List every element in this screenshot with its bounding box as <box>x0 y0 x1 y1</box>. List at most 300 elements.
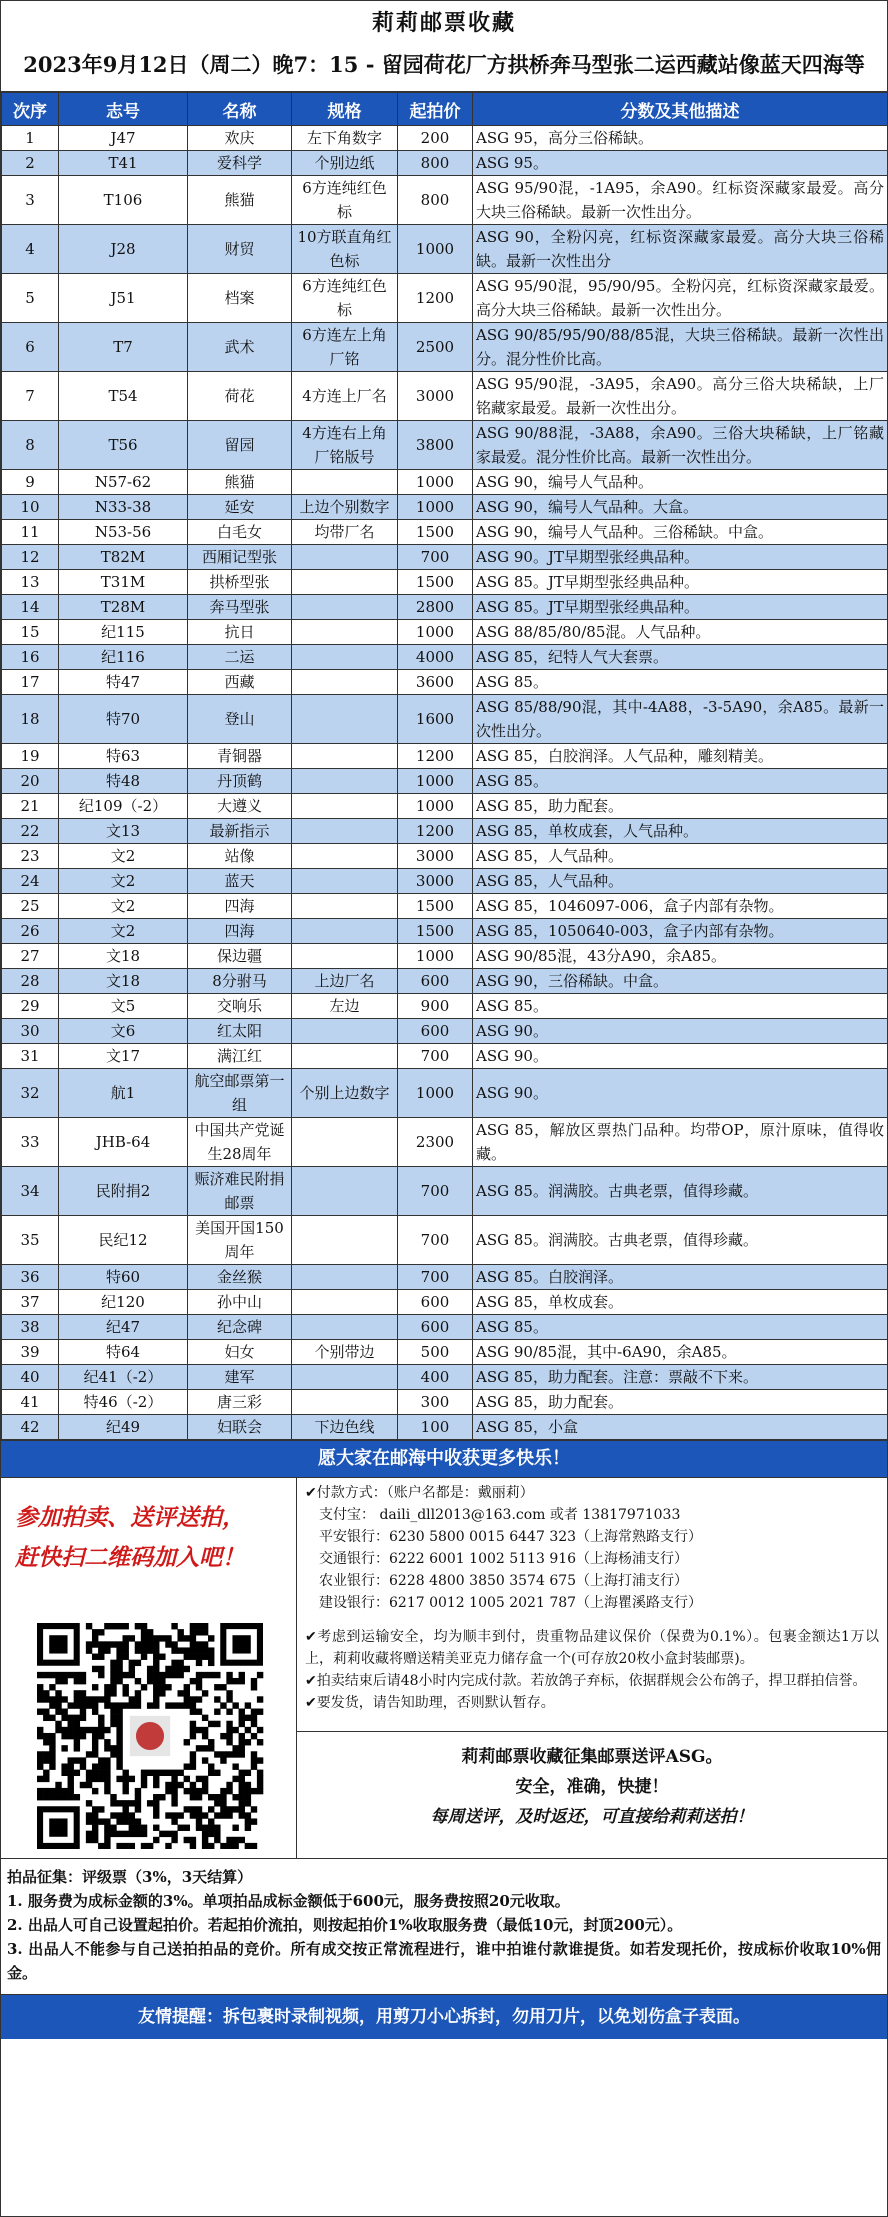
lot-no: 21 <box>2 794 59 819</box>
lot-name: 最新指示 <box>188 819 292 844</box>
lot-name: 西藏 <box>188 670 292 695</box>
invite-text <box>1 1478 296 1578</box>
lot-price: 1500 <box>398 894 473 919</box>
lot-price: 900 <box>398 994 473 1019</box>
lot-price: 1500 <box>398 570 473 595</box>
lot-code: T54 <box>59 372 188 421</box>
lot-name: 孙中山 <box>188 1290 292 1315</box>
lot-spec <box>292 919 398 944</box>
lot-code: 纪116 <box>59 645 188 670</box>
lot-code: 航1 <box>59 1069 188 1118</box>
alipay-account: daili_dll2013@163.com <box>379 1507 546 1523</box>
lot-name: 奔马型张 <box>188 595 292 620</box>
lot-name: 建军 <box>188 1365 292 1390</box>
lot-price: 700 <box>398 1044 473 1069</box>
lot-no: 39 <box>2 1340 59 1365</box>
invite-line-1: 参加拍卖、送评送拍， <box>15 1504 245 1531</box>
lot-name: 满江红 <box>188 1044 292 1069</box>
page-title: 莉莉邮票收藏 <box>371 10 516 36</box>
lot-price: 100 <box>398 1415 473 1440</box>
lot-spec: 均带厂名 <box>292 520 398 545</box>
table-row <box>2 1019 888 1044</box>
lot-price: 600 <box>398 1290 473 1315</box>
lot-code: 纪120 <box>59 1290 188 1315</box>
lot-desc: ASG 85，单枚成套。 <box>473 1290 888 1315</box>
lot-desc: ASG 85，单枚成套，人气品种。 <box>473 819 888 844</box>
lot-code: 文17 <box>59 1044 188 1069</box>
lot-price: 700 <box>398 1216 473 1265</box>
col-header-price: 起拍价 <box>398 93 473 126</box>
lot-no: 19 <box>2 744 59 769</box>
lot-no: 31 <box>2 1044 59 1069</box>
lot-no: 11 <box>2 520 59 545</box>
lot-code: T28M <box>59 595 188 620</box>
lot-name: 四海 <box>188 919 292 944</box>
phone-number: 13817971033 <box>582 1507 681 1523</box>
lot-spec <box>292 794 398 819</box>
lot-code: 文13 <box>59 819 188 844</box>
table-row <box>2 1290 888 1315</box>
lot-spec <box>292 695 398 744</box>
lot-name: 美国开国150周年 <box>188 1216 292 1265</box>
page-subtitle: 2023年9月12日（周二）晚7：15 - 留园荷花厂方拱桥奔马型张二运西藏站像蓝天四海等 <box>23 52 865 77</box>
bank-name: 交通银行： <box>319 1551 389 1567</box>
lot-price: 800 <box>398 151 473 176</box>
lot-spec: 下边色线 <box>292 1415 398 1440</box>
lot-spec: 上边个别数字 <box>292 495 398 520</box>
info-section <box>1 1478 887 1859</box>
lot-name: 丹顶鹤 <box>188 769 292 794</box>
lot-spec: 4方连右上角厂铭版号 <box>292 421 398 470</box>
lot-no: 41 <box>2 1390 59 1415</box>
lot-code: 文2 <box>59 844 188 869</box>
lot-spec <box>292 1315 398 1340</box>
lot-name: 保边疆 <box>188 944 292 969</box>
lot-price: 3000 <box>398 869 473 894</box>
table-row <box>2 844 888 869</box>
table-row <box>2 994 888 1019</box>
lot-spec: 6方连左上角厂铭 <box>292 323 398 372</box>
shipping-note: ✔考虑到运输安全，均为顺丰到付，贵重物品建议保价（保费为0.1%）。包裹金额达1万以上，莉莉收藏将赠送精美亚克力储存盒一个(可存放20枚小盒封装邮票)。 <box>305 1629 879 1667</box>
solicit-line-1: 莉莉邮票收藏征集邮票送评ASG。 <box>461 1747 723 1767</box>
lot-code: 文5 <box>59 994 188 1019</box>
table-row <box>2 570 888 595</box>
lot-code: 特48 <box>59 769 188 794</box>
lot-code: 文2 <box>59 869 188 894</box>
table-row <box>2 1265 888 1290</box>
bank-name: 农业银行： <box>319 1573 389 1589</box>
lot-spec <box>292 570 398 595</box>
table-row <box>2 126 888 151</box>
lot-code: 纪115 <box>59 620 188 645</box>
table-row <box>2 869 888 894</box>
lot-desc: ASG 88/85/80/85混。人气品种。 <box>473 620 888 645</box>
payment-title: ✔付款方式：（账户名都是：戴丽莉） <box>305 1485 534 1501</box>
lot-table <box>1 92 888 1440</box>
col-header-spec: 规格 <box>292 93 398 126</box>
bank-account: 6228 4800 3850 3574 675 <box>389 1573 577 1589</box>
col-header-desc: 分数及其他描述 <box>473 93 888 126</box>
lot-desc: ASG 85，人气品种。 <box>473 869 888 894</box>
lot-name: 欢庆 <box>188 126 292 151</box>
lot-code: 纪41（-2） <box>59 1365 188 1390</box>
lot-no: 18 <box>2 695 59 744</box>
table-row <box>2 744 888 769</box>
bank-row <box>305 1548 879 1570</box>
lot-spec <box>292 769 398 794</box>
lot-code: 特64 <box>59 1340 188 1365</box>
lot-desc: ASG 95，高分三俗稀缺。 <box>473 126 888 151</box>
lot-spec <box>292 1118 398 1167</box>
lot-price: 1000 <box>398 944 473 969</box>
alipay-row <box>305 1504 879 1526</box>
lot-no: 26 <box>2 919 59 944</box>
lot-price: 1000 <box>398 225 473 274</box>
lot-price: 2800 <box>398 595 473 620</box>
lot-price: 600 <box>398 969 473 994</box>
bank-row <box>305 1526 879 1548</box>
lot-code: T82M <box>59 545 188 570</box>
lot-no: 5 <box>2 274 59 323</box>
table-row <box>2 1340 888 1365</box>
lot-spec <box>292 1044 398 1069</box>
lot-code: N33-38 <box>59 495 188 520</box>
lot-spec <box>292 744 398 769</box>
lot-name: 荷花 <box>188 372 292 421</box>
lot-no: 35 <box>2 1216 59 1265</box>
lot-desc: ASG 85。 <box>473 670 888 695</box>
table-row <box>2 495 888 520</box>
lot-no: 40 <box>2 1365 59 1390</box>
lot-name: 站像 <box>188 844 292 869</box>
table-row <box>2 944 888 969</box>
lot-desc: ASG 90。 <box>473 1019 888 1044</box>
lot-price: 600 <box>398 1315 473 1340</box>
table-row <box>2 545 888 570</box>
lot-spec <box>292 470 398 495</box>
lot-spec <box>292 819 398 844</box>
lot-name: 爱科学 <box>188 151 292 176</box>
lot-name: 档案 <box>188 274 292 323</box>
bank-account: 6230 5800 0015 6447 323 <box>389 1529 577 1545</box>
lot-no: 29 <box>2 994 59 1019</box>
table-row <box>2 794 888 819</box>
lot-desc: ASG 85。 <box>473 994 888 1019</box>
table-row <box>2 894 888 919</box>
table-row <box>2 1216 888 1265</box>
lot-no: 23 <box>2 844 59 869</box>
table-row <box>2 819 888 844</box>
or-text: 或者 <box>549 1507 578 1523</box>
lot-name: 航空邮票第一组 <box>188 1069 292 1118</box>
lot-spec <box>292 545 398 570</box>
lot-price: 700 <box>398 545 473 570</box>
lot-name: 抗日 <box>188 620 292 645</box>
table-row <box>2 372 888 421</box>
lot-desc: ASG 85，1050640-003，盒子内部有杂物。 <box>473 919 888 944</box>
lot-spec: 6方连纯红色标 <box>292 274 398 323</box>
payment-deadline-note: ✔拍卖结束后请48小时内完成付款。若放鸽子弃标，依据群规会公布鸽子，捍卫群拍信誉。 <box>305 1673 867 1689</box>
lot-price: 400 <box>398 1365 473 1390</box>
lot-code: 民附捐2 <box>59 1167 188 1216</box>
lot-desc: ASG 90，编号人气品种。 <box>473 470 888 495</box>
lot-price: 700 <box>398 1265 473 1290</box>
lot-no: 37 <box>2 1290 59 1315</box>
lot-price: 1000 <box>398 495 473 520</box>
lot-no: 25 <box>2 894 59 919</box>
table-row <box>2 695 888 744</box>
lot-name: 蓝天 <box>188 869 292 894</box>
lot-desc: ASG 85，小盒 <box>473 1415 888 1440</box>
lot-no: 12 <box>2 545 59 570</box>
col-header-no: 次序 <box>2 93 59 126</box>
lot-desc: ASG 90/85混，43分A90，余A85。 <box>473 944 888 969</box>
lot-name: 登山 <box>188 695 292 744</box>
table-row <box>2 176 888 225</box>
lot-no: 33 <box>2 1118 59 1167</box>
bank-branch: （上海瞿溪路支行） <box>576 1595 703 1611</box>
lot-name: 赈济难民附捐邮票 <box>188 1167 292 1216</box>
bank-row <box>305 1570 879 1592</box>
lot-name: 红太阳 <box>188 1019 292 1044</box>
bank-branch: （上海常熟路支行） <box>576 1529 703 1545</box>
lot-desc: ASG 85，助力配套。注意：票敲不下来。 <box>473 1365 888 1390</box>
lot-name: 熊猫 <box>188 470 292 495</box>
lot-no: 3 <box>2 176 59 225</box>
lot-price: 1000 <box>398 470 473 495</box>
lot-desc: ASG 85。白胶润泽。 <box>473 1265 888 1290</box>
table-row <box>2 470 888 495</box>
lot-code: J47 <box>59 126 188 151</box>
details-panel <box>297 1478 887 1858</box>
lot-no: 7 <box>2 372 59 421</box>
lot-desc: ASG 95/90混，-1A95，余A90。红标资深藏家最爱。高分大块三俗稀缺。最新一次性出分。 <box>473 176 888 225</box>
table-header-row <box>2 93 888 126</box>
lot-desc: ASG 85，解放区票热门品种。均带OP，原汁原味，值得收藏。 <box>473 1118 888 1167</box>
lot-no: 22 <box>2 819 59 844</box>
lot-price: 500 <box>398 1340 473 1365</box>
lot-code: 文2 <box>59 919 188 944</box>
note-item: 1. 服务费为成标金额的3%。单项拍品成标金额低于600元，服务费按照20元收取。 <box>7 1892 570 1910</box>
table-row <box>2 1118 888 1167</box>
lot-no: 17 <box>2 670 59 695</box>
table-row <box>2 1415 888 1440</box>
lot-name: 交响乐 <box>188 994 292 1019</box>
lot-desc: ASG 90/85/95/90/88/85混，大块三俗稀缺。最新一次性出分。混分性价比高。 <box>473 323 888 372</box>
lot-name: 留园 <box>188 421 292 470</box>
lot-name: 大遵义 <box>188 794 292 819</box>
lot-name: 唐三彩 <box>188 1390 292 1415</box>
wish-banner: 愿大家在邮海中收获更多快乐！ <box>1 1440 887 1478</box>
lot-name: 拱桥型张 <box>188 570 292 595</box>
lot-no: 38 <box>2 1315 59 1340</box>
lot-code: 民纪12 <box>59 1216 188 1265</box>
lot-no: 8 <box>2 421 59 470</box>
lot-code: 文2 <box>59 894 188 919</box>
table-row <box>2 1044 888 1069</box>
lot-no: 13 <box>2 570 59 595</box>
lot-price: 1500 <box>398 919 473 944</box>
qr-code-icon[interactable] <box>15 1623 285 1849</box>
lot-code: J28 <box>59 225 188 274</box>
invite-panel <box>1 1478 297 1858</box>
lot-price: 300 <box>398 1390 473 1415</box>
lot-no: 4 <box>2 225 59 274</box>
lot-spec <box>292 595 398 620</box>
lot-no: 1 <box>2 126 59 151</box>
lot-desc: ASG 85。JT早期型张经典品种。 <box>473 570 888 595</box>
lot-price: 700 <box>398 1167 473 1216</box>
bank-row <box>305 1592 879 1614</box>
lot-no: 15 <box>2 620 59 645</box>
lot-price: 3000 <box>398 372 473 421</box>
lot-code: J51 <box>59 274 188 323</box>
lot-desc: ASG 85，1046097-006，盒子内部有杂物。 <box>473 894 888 919</box>
lot-desc: ASG 90，全粉闪亮，红标资深藏家最爱。高分大块三俗稀缺。最新一次性出分 <box>473 225 888 274</box>
lot-desc: ASG 85。 <box>473 1315 888 1340</box>
lot-name: 熊猫 <box>188 176 292 225</box>
invite-line-2: 赶快扫二维码加入吧！ <box>15 1544 245 1571</box>
lot-desc: ASG 85。 <box>473 769 888 794</box>
consignment-notes <box>1 1859 887 1995</box>
table-row <box>2 1390 888 1415</box>
lot-desc: ASG 85，助力配套。 <box>473 794 888 819</box>
lot-price: 1000 <box>398 794 473 819</box>
lot-desc: ASG 85，白胶润泽。人气品种，雕刻精美。 <box>473 744 888 769</box>
lot-price: 3800 <box>398 421 473 470</box>
table-row <box>2 1315 888 1340</box>
lot-no: 42 <box>2 1415 59 1440</box>
lot-no: 2 <box>2 151 59 176</box>
lot-code: 特63 <box>59 744 188 769</box>
lot-spec: 上边厂名 <box>292 969 398 994</box>
lot-no: 27 <box>2 944 59 969</box>
lot-spec <box>292 1216 398 1265</box>
table-row <box>2 520 888 545</box>
lot-desc: ASG 95/90混，95/90/95。全粉闪亮，红标资深藏家最爱。高分大块三俗稀缺。最新一次性出分。 <box>473 274 888 323</box>
table-row <box>2 225 888 274</box>
lot-desc: ASG 85。JT早期型张经典品种。 <box>473 595 888 620</box>
bank-name: 建设银行： <box>319 1595 389 1611</box>
lot-spec <box>292 670 398 695</box>
lot-spec <box>292 1019 398 1044</box>
lot-desc: ASG 90。 <box>473 1069 888 1118</box>
lot-spec: 左边 <box>292 994 398 1019</box>
payment-info <box>297 1478 887 1732</box>
solicit-panel <box>297 1732 887 1858</box>
lot-desc: ASG 95。 <box>473 151 888 176</box>
lot-name: 延安 <box>188 495 292 520</box>
lot-name: 四海 <box>188 894 292 919</box>
col-header-name: 名称 <box>188 93 292 126</box>
lot-spec <box>292 894 398 919</box>
lot-price: 1600 <box>398 695 473 744</box>
lot-price: 1200 <box>398 819 473 844</box>
lot-name: 二运 <box>188 645 292 670</box>
table-row <box>2 969 888 994</box>
lot-no: 28 <box>2 969 59 994</box>
lot-desc: ASG 85，人气品种。 <box>473 844 888 869</box>
lot-code: T7 <box>59 323 188 372</box>
lot-spec <box>292 844 398 869</box>
lot-name: 财贸 <box>188 225 292 274</box>
lot-name: 纪念碑 <box>188 1315 292 1340</box>
lot-no: 32 <box>2 1069 59 1118</box>
lot-spec: 10方联直角红色标 <box>292 225 398 274</box>
footer-reminder: 友情提醒：拆包裹时录制视频，用剪刀小心拆封，勿用刀片，以免划伤盒子表面。 <box>1 1995 887 2039</box>
table-row <box>2 1167 888 1216</box>
lot-name: 武术 <box>188 323 292 372</box>
header <box>1 1 887 92</box>
lot-spec <box>292 1390 398 1415</box>
solicit-line-3: 每周送评，及时返还，可直接给莉莉送拍！ <box>430 1807 754 1827</box>
lot-price: 600 <box>398 1019 473 1044</box>
lot-name: 白毛女 <box>188 520 292 545</box>
lot-no: 36 <box>2 1265 59 1290</box>
lot-spec <box>292 1365 398 1390</box>
lot-price: 3600 <box>398 670 473 695</box>
bank-name: 平安银行： <box>319 1529 389 1545</box>
lot-desc: ASG 85，纪特人气大套票。 <box>473 645 888 670</box>
lot-spec: 个别带边 <box>292 1340 398 1365</box>
lot-spec <box>292 869 398 894</box>
bank-branch: （上海打浦支行） <box>576 1573 689 1589</box>
lot-code: N57-62 <box>59 470 188 495</box>
lot-price: 800 <box>398 176 473 225</box>
storage-note: ✔要发货，请告知助理，否则默认暂存。 <box>305 1695 555 1711</box>
lot-code: JHB-64 <box>59 1118 188 1167</box>
lot-code: 文6 <box>59 1019 188 1044</box>
lot-no: 16 <box>2 645 59 670</box>
table-row <box>2 620 888 645</box>
lot-price: 4000 <box>398 645 473 670</box>
lot-desc: ASG 90/88混，-3A88，余A90。三俗大块稀缺，上厂铭藏家最爱。混分性价比高。最新一次性出分。 <box>473 421 888 470</box>
lot-code: T56 <box>59 421 188 470</box>
lot-code: 特60 <box>59 1265 188 1290</box>
lot-no: 34 <box>2 1167 59 1216</box>
lot-no: 10 <box>2 495 59 520</box>
lot-code: 特47 <box>59 670 188 695</box>
table-row <box>2 323 888 372</box>
lot-code: 文18 <box>59 944 188 969</box>
table-row <box>2 1365 888 1390</box>
lot-no: 6 <box>2 323 59 372</box>
table-row <box>2 151 888 176</box>
table-row <box>2 274 888 323</box>
lot-price: 1500 <box>398 520 473 545</box>
solicit-line-2: 安全，准确，快捷！ <box>515 1777 669 1797</box>
lot-spec: 左下角数字 <box>292 126 398 151</box>
lot-price: 1000 <box>398 769 473 794</box>
lot-desc: ASG 90，编号人气品种。大盒。 <box>473 495 888 520</box>
col-header-code: 志号 <box>59 93 188 126</box>
notes-title: 拍品征集：评级票（3%，3天结算） <box>7 1868 253 1886</box>
lot-price: 1000 <box>398 1069 473 1118</box>
lot-spec <box>292 1167 398 1216</box>
bank-account: 6222 6001 1002 5113 916 <box>389 1551 577 1567</box>
lot-code: T106 <box>59 176 188 225</box>
table-row <box>2 645 888 670</box>
lot-price: 1000 <box>398 620 473 645</box>
lot-spec: 6方连纯红色标 <box>292 176 398 225</box>
lot-desc: ASG 90/85混，其中-6A90，余A85。 <box>473 1340 888 1365</box>
lot-no: 9 <box>2 470 59 495</box>
lot-name: 妇联会 <box>188 1415 292 1440</box>
table-row <box>2 670 888 695</box>
lot-spec <box>292 1265 398 1290</box>
lot-code: 特70 <box>59 695 188 744</box>
lot-no: 20 <box>2 769 59 794</box>
